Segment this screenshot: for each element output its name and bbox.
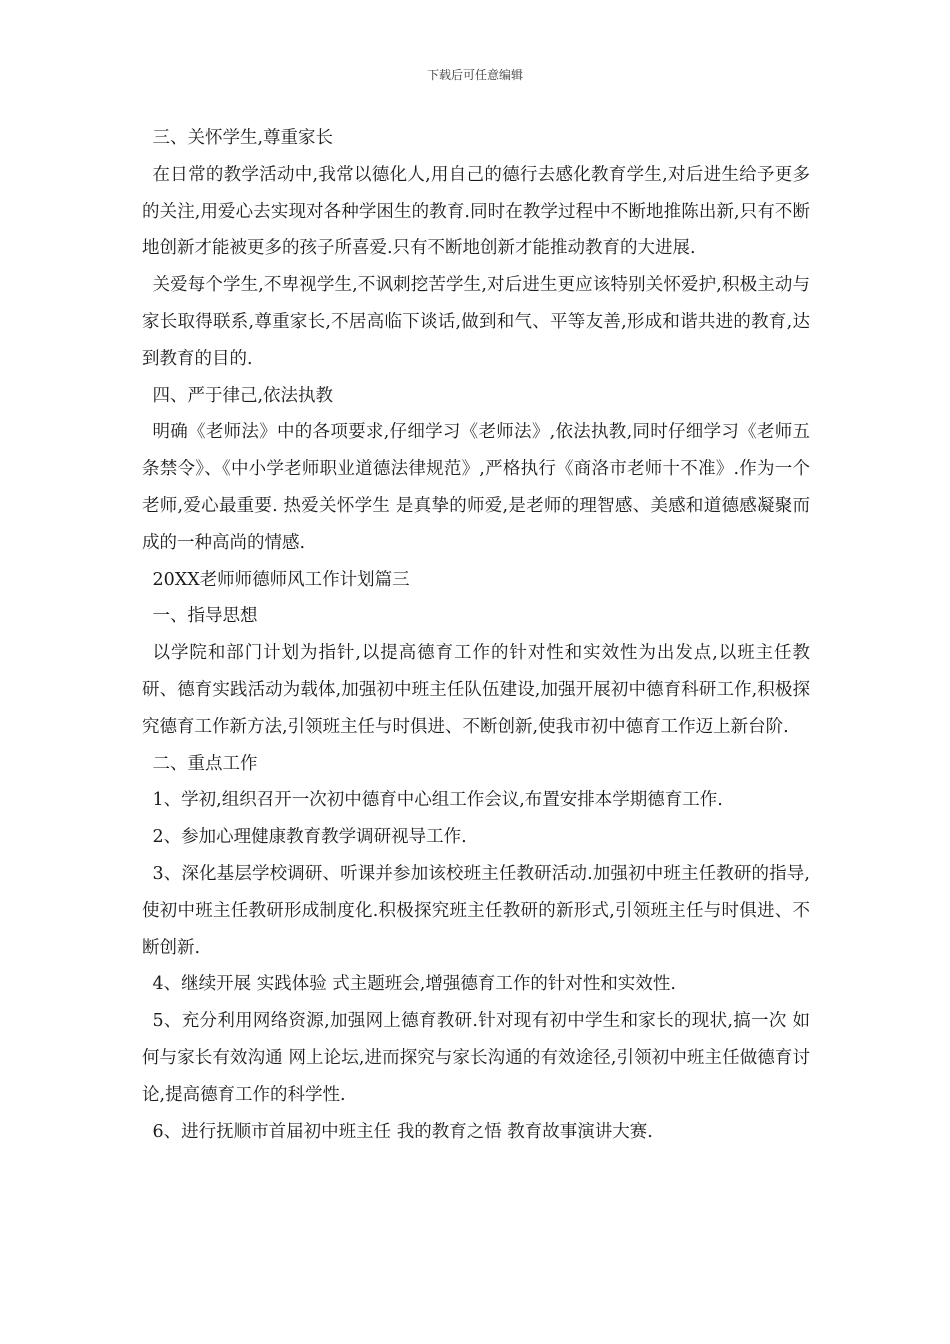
page-header-note: 下载后可任意编辑 — [426, 68, 523, 82]
section-heading-self-discipline: 四、严于律己,依法执教 — [152, 385, 334, 406]
list-item-6: 6、进行抚顺市首届初中班主任 我的教育之悟 教育故事演讲大赛. — [152, 1121, 653, 1142]
section-heading-guiding-ideology: 一、指导思想 — [152, 606, 258, 627]
paragraph-daily-teaching: 在日常的教学活动中,我常以德化人,用自己的德行去感化教育学生,对后进生给予更多的关注,用爱心去实现对各种学困生的教育.同时在教学过程中不断地推陈出新,只有不断地创新才能被更多的孩子所喜爱.只有不断地创新才能推动教育的大进展. — [142, 164, 810, 259]
list-item-1: 1、学初,组织召开一次初中德育中心组工作会议,布置安排本学期德育工作. — [152, 790, 723, 811]
article-title-part-three: 20XX老师师德师风工作计划篇三 — [152, 569, 410, 590]
paragraph-caring-each-student: 关爱每个学生,不卑视学生,不讽刺挖苦学生,对后进生更应该特别关怀爱护,积极主动与家长取得联系,尊重家长,不居高临下谈话,做到和气、平等友善,形成和谐共进的教育,达到教育的目的. — [142, 275, 810, 369]
section-heading-key-work: 二、重点工作 — [152, 753, 258, 774]
list-item-2: 2、参加心理健康教育教学调研视导工作. — [152, 827, 467, 848]
paragraph-guiding-ideology: 以学院和部门计划为指针,以提高德育工作的针对性和实效性为出发点,以班主任教研、德育实践活动为载体,加强初中班主任队伍建设,加强开展初中德育科研工作,积极探究德育工作新方法,引领班主任与时俱进、不断创新,使我市初中德育工作迈上新台阶. — [142, 643, 810, 737]
paragraph-teacher-law: 明确《老师法》中的各项要求,仔细学习《老师法》,依法执教,同时仔细学习《老师五条禁令》、《中小学老师职业道德法律规范》,严格执行《商洛市老师十不准》.作为一个老师,爱心最重要. 热爱关怀学生 是真挚的师爱,是老师的理智感、美感和道德感凝聚而成的一种高尚的情感. — [142, 422, 810, 553]
list-item-4: 4、继续开展 实践体验 式主题班会,增强德育工作的针对性和实效性. — [152, 974, 676, 995]
list-item-5: 5、充分利用网络资源,加强网上德育教研.针对现有初中学生和家长的现状,搞一次 如何与家长有效沟通 网上论坛,进而探究与家长沟通的有效途径,引领初中班主任做德育讨论,提高德育工作的科学性. — [142, 1011, 810, 1105]
section-heading-caring-students: 三、关怀学生,尊重家长 — [152, 128, 334, 148]
document-body — [142, 120, 810, 1150]
list-item-3: 3、深化基层学校调研、听课并参加该校班主任教研活动.加强初中班主任教研的指导,使初中班主任教研形成制度化.积极探究班主任教研的新形式,引领班主任与时俱进、不断创新. — [142, 863, 810, 958]
